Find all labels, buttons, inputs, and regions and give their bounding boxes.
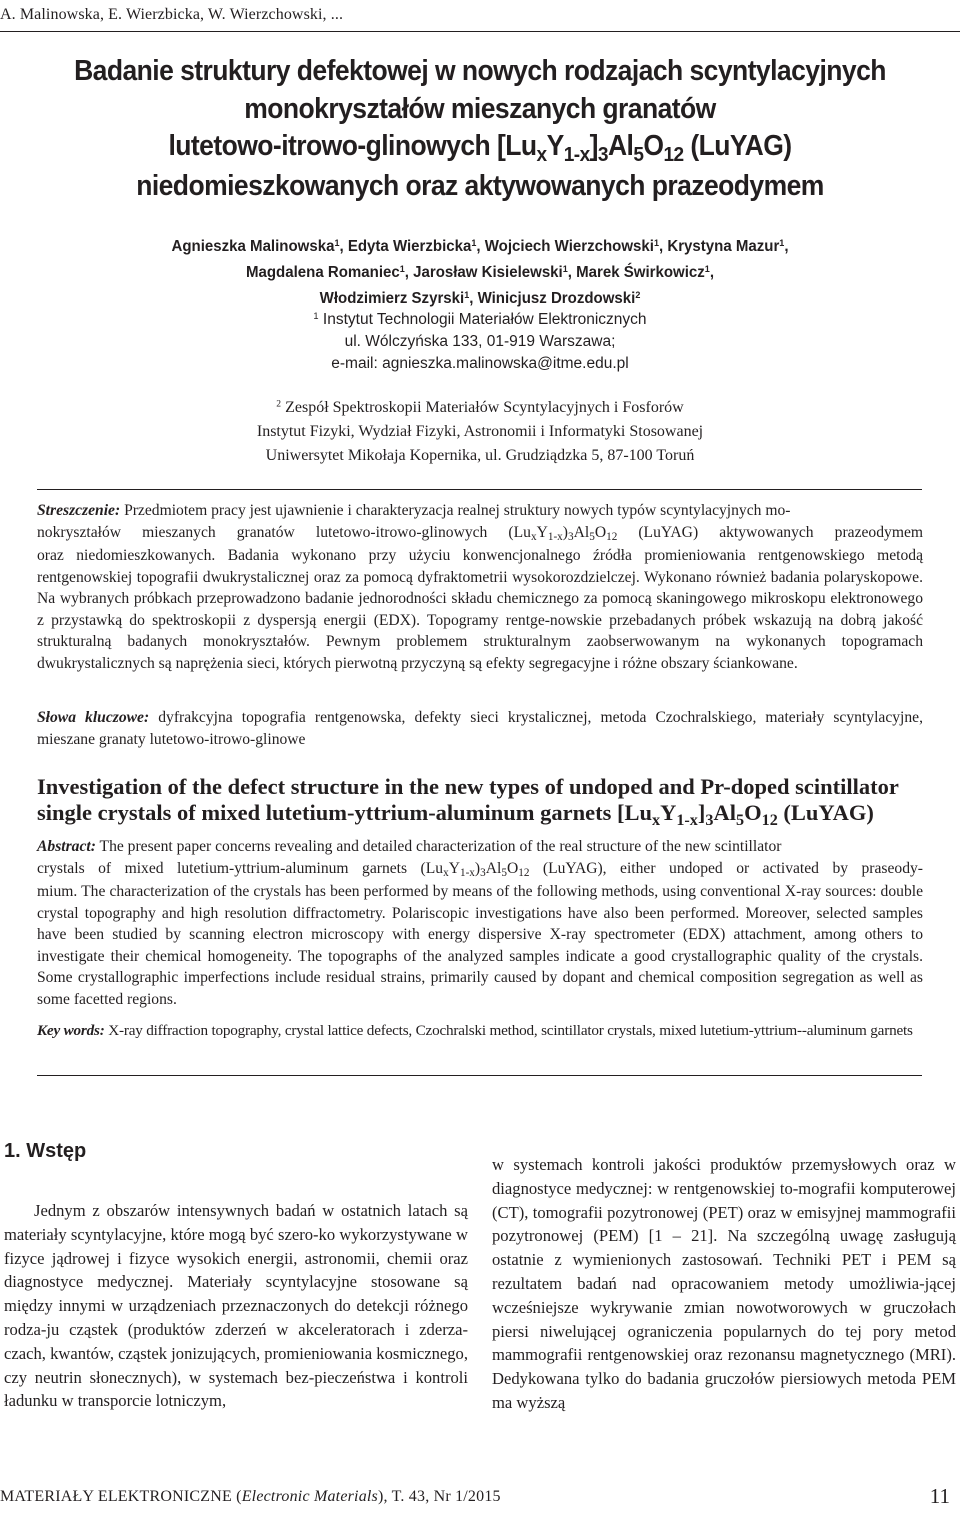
author-separator: , (404, 264, 414, 281)
title-text: O (643, 130, 664, 162)
abstract-text: The present paper concerns revealing and detailed characterization of the real structure of the new scintillator (95, 838, 782, 855)
abstract-en (37, 836, 923, 1010)
abstract-text: Al (485, 859, 502, 877)
author-separator: , (709, 264, 714, 281)
abstract-line (37, 836, 923, 858)
abstract-label: Abstract: (37, 838, 96, 855)
abstract-text: (LuYAG) aktywowanych prazeodymem (617, 523, 924, 541)
author-name: Marek Świrkowicz (576, 264, 705, 281)
subscript: 3 (480, 866, 486, 879)
keywords-label: Key words: (37, 1022, 105, 1039)
email-line: e-mail: agnieszka.malinowska@itme.edu.pl (331, 355, 629, 372)
title-text: lutetowo-itrowo-glinowych [Lu (168, 130, 537, 162)
title-line-formula (37, 800, 927, 828)
abstract-text: Y (448, 859, 460, 877)
affiliation-mark: 1 (464, 289, 470, 300)
affiliation-mark: 1 (704, 263, 710, 274)
keywords-pl (37, 707, 923, 750)
subscript: 12 (518, 866, 530, 879)
title-text: (LuYAG) (683, 130, 792, 162)
affiliation-2 (0, 396, 960, 468)
keywords-text: dyfrakcyjna topografia rentgenowska, defekty sieci krystalicznej, metoda Czochralskiego, materiały scyntylacyjne, mieszane granaty lutetowo-itrowo-glinowe (37, 709, 923, 748)
paper-title-en (37, 774, 927, 828)
subscript: 1-x (459, 866, 475, 879)
subscript: 5 (633, 143, 644, 167)
author-list (14, 234, 945, 312)
abstract-text: nokryształów mieszanych granatów lutetowo-itrowo-glinowych (Lu (37, 523, 531, 541)
title-text: O (744, 800, 762, 825)
body-column-left: Jednym z obszarów intensywnych badań w ostatnich latach są materiały scyntylacyjne, które mogą być szero-ko wykorzystywane w fizyce jądrowej i fizyce wysokich energii, astronomii, chemii oraz diagnostyce medycznej. Materiały scyntylacyjne stosowane są między innymi w urządzeniach przeznaczonych do detekcji różnego rodza-ju cząstek (produktów zderzeń w akceleratorach i zderza-czach, kwantów, cząstek jonizujących, promieniowania kosmicznego, czy neutrin słonecznych), w systemach bez-pieczeństwa i kontroli ładunku w transporcie lotniczym, (4, 1201, 468, 1411)
author-name: Wojciech Wierzchowski (484, 238, 654, 255)
keywords-label: Słowa kluczowe: (37, 709, 150, 726)
title-line: Investigation of the defect structure in the new types of undoped and Pr-doped scintillator (37, 774, 899, 799)
subscript: 5 (589, 530, 595, 543)
affiliation-mark: 1 (313, 310, 319, 321)
subscript: x (530, 530, 537, 543)
affiliation-mark: 2 (276, 398, 282, 410)
section-heading: 1. Wstęp (4, 1140, 87, 1162)
affiliation-mark: 1 (653, 237, 659, 248)
author-separator: , (469, 290, 478, 307)
abstract-line (37, 500, 923, 522)
subscript: x (651, 810, 661, 829)
subscript: 1-x (547, 530, 563, 543)
author-separator: , (658, 238, 668, 255)
abstract-body: oraz niedomieszkowanych. Badania wykonano przy użyciu konwencjonalnego źródła promieniowania rentgenowskiego metodą rentgenowskiej topografii dwukrystalicznej oraz za pomocą dyfraktometrii wysokorozdzielczej. Wykonano również badania polaryskopowe. Na wybranych próbkach przeprowadzono badanie jednorodności składu chemicznego za pomocą skaningowego mikroskopu elektronowego z przystawką do spektroskopii z dyspersją energii (EDX). Topogramy rentge-nowskie przebadanych próbek wskazują na dobrą jakość strukturalną badanych monokryształów. Pewnym problemem strukturalnym zaobserwowanym na wykonanych topogramach dwukrystalicznych są naprężenia sieci, których pierwotną przyczyną są efekty segregacyjne i różne obszary ściankowane. (37, 547, 923, 672)
running-head: A. Malinowska, E. Wierzbicka, W. Wierzchowski, ... (0, 6, 344, 23)
author-name: Krystyna Mazur (667, 238, 780, 255)
author-name: Włodzimierz Szyrski (319, 290, 465, 307)
journal-volume: ), T. 43, Nr 1/2015 (377, 1488, 501, 1505)
abstract-line (37, 522, 923, 546)
abstract-label: Streszczenie: (37, 502, 121, 519)
author-line (14, 234, 945, 260)
author-name: Agnieszka Malinowska (171, 238, 335, 255)
affiliation-line: Uniwersytet Mikołaja Kopernika, ul. Grudziądzka 5, 87-100 Toruń (265, 447, 695, 464)
subscript: x (443, 866, 449, 879)
subscript: 3 (705, 810, 714, 829)
author-name: Edyta Wierzbicka (347, 238, 472, 255)
affiliation-line (0, 396, 960, 420)
keywords-en (37, 1020, 923, 1042)
page-number: 11 (929, 1484, 950, 1508)
title-text: (LuYAG) (777, 800, 874, 825)
title-line: monokryształów mieszanych granatów (244, 92, 716, 125)
abstract-top-rule (37, 489, 922, 490)
subscript: 12 (663, 143, 684, 167)
journal-footer (0, 1488, 501, 1506)
author-name: Jarosław Kisielewski (413, 264, 563, 281)
paper-title-pl (34, 53, 927, 205)
title-text: Al (713, 800, 736, 825)
abstract-line (37, 858, 923, 882)
affiliation-mark: 1 (471, 237, 477, 248)
title-text: Y (546, 130, 564, 162)
author-separator: , (567, 264, 577, 281)
abstract-bottom-rule (37, 1075, 922, 1076)
subscript: 5 (735, 810, 745, 829)
title-text: single crystals of mixed lutetium-yttrium-aluminum garnets [Lu (37, 800, 652, 825)
subscript: 3 (597, 143, 608, 167)
abstract-text: O (594, 523, 607, 541)
abstract-text: (LuYAG), either undoped or activated by praseody- (529, 859, 923, 877)
abstract-text: crystals of mixed lutetium-yttrium-aluminum garnets (Lu (37, 859, 444, 877)
body-column-right: w systemach kontroli jakości produktów przemysłowych oraz w diagnostyce medycznej: w rentgenowskiej to-mografii komputerowej (CT), tomografii pozytronowej (PET) oraz w emisyjnej mammografii pozytronowej (PEM) [1 – 21]. Na szczególną uwagę zasługują ostatnie z wymienionych zastosowań. Techniki PET i PEM są rezultatem badań nad opracowaniem metody umożliwia-jącej wcześniejsze wykrywanie zmian nowotworowych w gruczołach piersi niwelującej ograniczenia popularnych do tej pory metod mammografii rentgenowskiej oraz rezonansu magnetycznego (MRI). Dedykowana tylko do badania gruczołów piersiowych metoda PEM ma wyższą (492, 1155, 956, 1412)
abstract-text: Y (536, 523, 548, 541)
abstract-text: O (506, 859, 519, 877)
author-line (14, 260, 945, 286)
subscript: 3 (568, 530, 574, 543)
affiliation-mark: 1 (334, 237, 340, 248)
author-separator: , (339, 238, 348, 255)
affiliation-line (0, 309, 960, 331)
journal-name: MATERIAŁY ELEKTRONICZNE ( (0, 1488, 242, 1505)
title-line: niedomieszkowanych oraz aktywowanych prazeodymem (136, 169, 824, 202)
title-text: ] (697, 800, 706, 825)
author-separator: , (784, 238, 789, 255)
affiliation-mark: 1 (779, 237, 785, 248)
affiliation-1 (0, 309, 960, 375)
abstract-text: Przedmiotem pracy jest ujawnienie i charakteryzacja realnej struktury nowych typów scyntylacyjnych mo- (120, 502, 791, 519)
author-name: Winicjusz Drozdowski (477, 290, 636, 307)
affiliation-mark: 2 (635, 289, 641, 300)
abstract-pl (37, 500, 923, 674)
abstract-text: Al (573, 523, 590, 541)
title-line: Badanie struktury defektowej w nowych rodzajach scyntylacyjnych (74, 55, 886, 87)
title-line-formula (34, 128, 927, 168)
subscript: 12 (761, 810, 778, 829)
title-text: Y (660, 800, 677, 825)
affiliation-text: Instytut Technologii Materiałów Elektronicznych (322, 311, 647, 328)
subscript: 1-x (563, 143, 590, 167)
abstract-body: mium. The characterization of the crystals has been performed by means of the following methods, using conventional X-ray sources: double crystal topography and high resolution diffractometry. Polariscopic investigations have also been performed. Moreover, selected samples have been studied by scanning electron microscopy with energy dispersive X-ray spectrometer (EDX) attachment, among others to investigate their chemical homogeneity. The topographs of the analyzed samples indicate a good crystallographic quality of the crystals. Some crystallographic imperfections include residual strains, primarily caused by dopant and chemical composition segregation as well as some facetted regions. (37, 883, 923, 1008)
affiliation-line: Instytut Fizyki, Wydział Fizyki, Astronomii i Informatyki Stosowanej (256, 423, 704, 440)
affiliation-text: Zespół Spektroskopii Materiałów Scyntylacyjnych i Fosforów (285, 399, 684, 416)
author-name: Magdalena Romaniec (245, 264, 400, 281)
journal-name-en: Electronic Materials (241, 1488, 378, 1505)
author-separator: , (476, 238, 485, 255)
subscript: x (536, 143, 547, 167)
title-text: ] (589, 130, 598, 162)
abstract-text: ) (562, 523, 568, 541)
header-rule (0, 31, 960, 32)
affiliation-line: ul. Wólczyńska 133, 01-919 Warszawa; (344, 333, 616, 350)
title-text: Al (607, 130, 634, 162)
subscript: 1-x (676, 810, 698, 829)
affiliation-mark: 1 (399, 263, 405, 274)
subscript: 5 (501, 866, 507, 879)
abstract-text: ) (474, 859, 481, 877)
affiliation-mark: 1 (562, 263, 568, 274)
keywords-text: X-ray diffraction topography, crystal lattice defects, Czochralski method, scintillator crystals, mixed lutetium-yttrium--aluminum garnets (104, 1022, 913, 1039)
subscript: 12 (606, 530, 618, 543)
